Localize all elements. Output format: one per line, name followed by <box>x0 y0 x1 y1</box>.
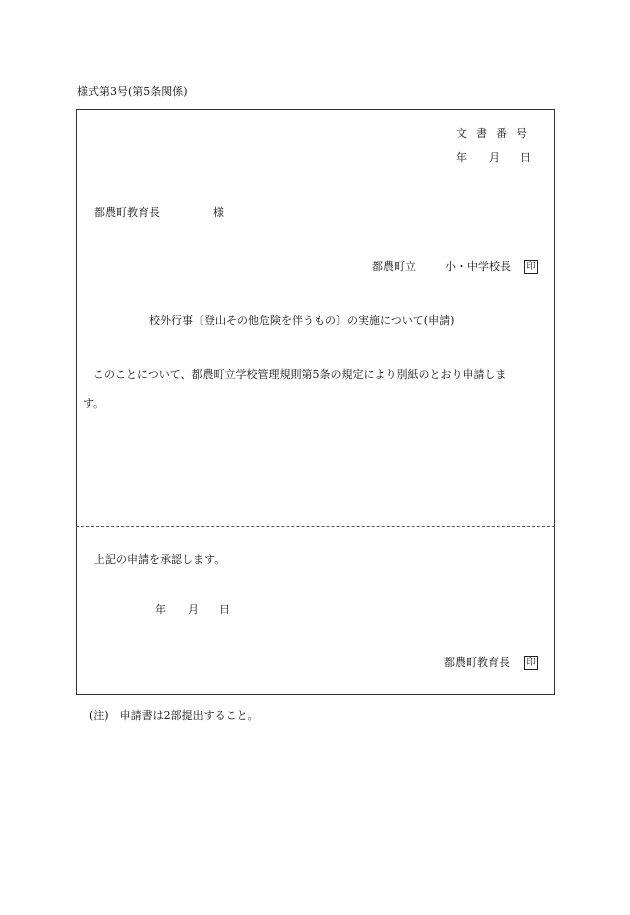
body-text-line-1: このことについて、都農町立学校管理規則第5条の規定により別紙のとおり申請しま <box>93 368 507 381</box>
header-date-year: 年 <box>456 151 467 164</box>
approval-date-month: 月 <box>188 603 199 616</box>
dashed-divider <box>76 526 555 527</box>
applicant-town: 都農町立 <box>372 260 416 273</box>
approval-date-day: 日 <box>219 603 230 616</box>
addressee-honorific: 様 <box>213 206 224 219</box>
form-number: 様式第3号(第5条関係) <box>77 85 188 98</box>
addressee-name: 都農町教育長 <box>94 206 160 219</box>
subject-line: 校外行事〔登山その他危険を伴うもの〕の実施について(申請) <box>149 314 455 327</box>
application-form-box <box>76 109 555 695</box>
body-text-line-2: す。 <box>83 397 105 410</box>
header-date <box>456 151 531 165</box>
approval-date <box>155 603 230 617</box>
approval-date-year: 年 <box>155 603 166 616</box>
applicant-school-principal: 小・中学校長 <box>445 260 511 273</box>
applicant-seal-box: 印 <box>524 260 538 274</box>
header-date-month: 月 <box>489 151 500 164</box>
approval-text: 上記の申請を承認します。 <box>94 553 226 566</box>
header-date-day: 日 <box>520 151 531 164</box>
approval-seal-box: 印 <box>524 656 538 670</box>
document-number-label: 文書番号 <box>456 127 536 140</box>
footnote: (注) 申請書は2部提出すること。 <box>89 709 259 722</box>
approval-signer: 都農町教育長 <box>444 656 510 669</box>
